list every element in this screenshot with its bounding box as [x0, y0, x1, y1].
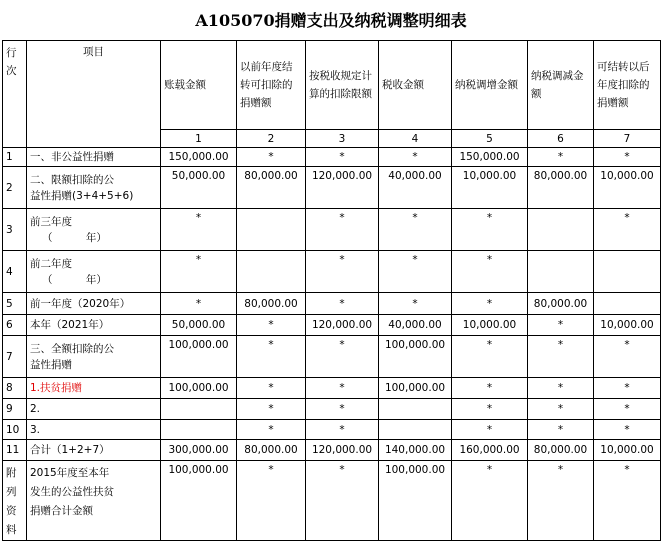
row-number: 7 — [3, 336, 27, 378]
row-item-label — [27, 209, 161, 251]
value-cell-col1 — [161, 399, 237, 420]
value-cell-col3: * — [306, 209, 379, 251]
table-row — [3, 209, 661, 251]
value-cell-col1 — [161, 420, 237, 440]
value-cell-col5: * — [452, 420, 528, 440]
value-cell-col2 — [237, 251, 306, 293]
page-title: A105070捐赠支出及纳税调整明细表 — [195, 11, 467, 30]
header-col3: 按税收规定计算的扣除限额 — [306, 41, 379, 130]
table-row — [3, 315, 661, 336]
value-cell-col7: * — [594, 209, 661, 251]
value-cell-col2: * — [237, 336, 306, 378]
value-cell-col2: * — [237, 461, 306, 541]
value-cell-col2: * — [237, 315, 306, 336]
header-item: 项目 — [27, 41, 161, 148]
value-cell-col5: 150,000.00 — [452, 148, 528, 167]
value-cell-col4: 100,000.00 — [379, 461, 452, 541]
row-item-line: 合计（1+2+7） — [30, 444, 110, 456]
value-cell-col1: 150,000.00 — [161, 148, 237, 167]
value-cell-col7: 10,000.00 — [594, 315, 661, 336]
table-row — [3, 148, 661, 167]
value-cell-col6: * — [528, 336, 594, 378]
value-cell-col4: 40,000.00 — [379, 167, 452, 209]
value-cell-col1: 50,000.00 — [161, 315, 237, 336]
col-number: 5 — [452, 130, 528, 148]
value-cell-col6: * — [528, 148, 594, 167]
value-cell-col3: 120,000.00 — [306, 167, 379, 209]
row-item-line: 3. — [30, 423, 41, 436]
value-cell-col1: * — [161, 293, 237, 315]
header-row-no: 行次 — [3, 41, 27, 148]
row-number: 10 — [3, 420, 27, 440]
value-cell-col3: 120,000.00 — [306, 440, 379, 461]
row-item-label — [27, 167, 161, 209]
value-cell-col2: * — [237, 420, 306, 440]
row-number: 1 — [3, 148, 27, 167]
row-item-line: 前二年度 — [30, 257, 72, 270]
value-cell-col5: * — [452, 251, 528, 293]
value-cell-col1: 100,000.00 — [161, 336, 237, 378]
table-row — [3, 461, 661, 541]
row-number: 3 — [3, 209, 27, 251]
table-row — [3, 251, 661, 293]
value-cell-col4: * — [379, 251, 452, 293]
value-cell-col2: * — [237, 148, 306, 167]
value-cell-col4: * — [379, 148, 452, 167]
value-cell-col2: 80,000.00 — [237, 293, 306, 315]
header-col7: 可结转以后年度扣除的捐赠额 — [594, 41, 661, 130]
value-cell-col6: * — [528, 420, 594, 440]
header-col5: 纳税调增金额 — [452, 41, 528, 130]
value-cell-col3: * — [306, 420, 379, 440]
row-item-line: 二、限额扣除的公 — [30, 173, 114, 186]
value-cell-col7: * — [594, 420, 661, 440]
value-cell-col7: * — [594, 399, 661, 420]
row-number: 附列资料 — [3, 461, 27, 541]
row-item-line: 发生的公益性扶贫 — [30, 486, 114, 498]
value-cell-col5: * — [452, 399, 528, 420]
row-item-line: 2. — [30, 403, 41, 415]
row-item-label — [27, 148, 161, 167]
value-cell-col3: * — [306, 148, 379, 167]
value-cell-col7: * — [594, 336, 661, 378]
row-item-line: （ 年） — [42, 273, 107, 286]
value-cell-col6: * — [528, 399, 594, 420]
row-item-label — [27, 420, 161, 440]
row-number: 4 — [3, 251, 27, 293]
table-row — [3, 167, 661, 209]
row-item-line: 本年（2021年） — [30, 319, 110, 331]
row-item-label — [27, 251, 161, 293]
header-row — [3, 41, 661, 130]
value-cell-col4: * — [379, 293, 452, 315]
value-cell-col2: * — [237, 399, 306, 420]
row-item-line: 益性捐赠 — [30, 358, 72, 371]
value-cell-col7 — [594, 293, 661, 315]
value-cell-col3: * — [306, 251, 379, 293]
value-cell-col7 — [594, 251, 661, 293]
table-row — [3, 399, 661, 420]
value-cell-col4 — [379, 420, 452, 440]
value-cell-col2: * — [237, 378, 306, 399]
table-row — [3, 293, 661, 315]
row-item-line: 一、非公益性捐赠 — [30, 151, 114, 163]
value-cell-col2: 80,000.00 — [237, 440, 306, 461]
value-cell-col6: 80,000.00 — [528, 167, 594, 209]
row-item-label — [27, 461, 161, 541]
value-cell-col3: * — [306, 293, 379, 315]
value-cell-col4: 100,000.00 — [379, 378, 452, 399]
row-item-line: 捐赠合计金额 — [30, 505, 93, 517]
row-number: 9 — [3, 399, 27, 420]
table-row — [3, 440, 661, 461]
value-cell-col6 — [528, 209, 594, 251]
row-item-label — [27, 399, 161, 420]
value-cell-col7: 10,000.00 — [594, 167, 661, 209]
value-cell-col1: 300,000.00 — [161, 440, 237, 461]
header-col4: 税收金额 — [379, 41, 452, 130]
value-cell-col6: * — [528, 378, 594, 399]
value-cell-col1: 100,000.00 — [161, 378, 237, 399]
table-row — [3, 378, 661, 399]
row-number: 2 — [3, 167, 27, 209]
value-cell-col2: 80,000.00 — [237, 167, 306, 209]
value-cell-col3: 120,000.00 — [306, 315, 379, 336]
row-item-line: 三、全额扣除的公 — [30, 342, 114, 355]
row-number: 6 — [3, 315, 27, 336]
value-cell-col5: 10,000.00 — [452, 315, 528, 336]
value-cell-col3: * — [306, 399, 379, 420]
value-cell-col4: 100,000.00 — [379, 336, 452, 378]
value-cell-col3: * — [306, 378, 379, 399]
row-item-label — [27, 315, 161, 336]
value-cell-col7: * — [594, 378, 661, 399]
value-cell-col6: 80,000.00 — [528, 293, 594, 315]
header-col1: 账载金额 — [161, 41, 237, 130]
value-cell-col1: 50,000.00 — [161, 167, 237, 209]
row-item-label — [27, 293, 161, 315]
row-item-line: 前三年度 — [30, 215, 72, 228]
value-cell-col4 — [379, 399, 452, 420]
value-cell-col2 — [237, 209, 306, 251]
value-cell-col6: * — [528, 315, 594, 336]
row-item-label — [27, 378, 161, 399]
row-item-label — [27, 440, 161, 461]
row-item-line: 2015年度至本年 — [30, 467, 110, 479]
value-cell-col4: 140,000.00 — [379, 440, 452, 461]
value-cell-col1: 100,000.00 — [161, 461, 237, 541]
col-number: 7 — [594, 130, 661, 148]
value-cell-col5: * — [452, 378, 528, 399]
value-cell-col7: * — [594, 148, 661, 167]
value-cell-col5: * — [452, 336, 528, 378]
value-cell-col5: 160,000.00 — [452, 440, 528, 461]
col-number: 3 — [306, 130, 379, 148]
row-item-line: 前一年度（2020年） — [30, 297, 131, 310]
table-row — [3, 420, 661, 440]
value-cell-col6 — [528, 251, 594, 293]
value-cell-col1: * — [161, 251, 237, 293]
value-cell-col7: * — [594, 461, 661, 541]
value-cell-col5: * — [452, 461, 528, 541]
value-cell-col4: 40,000.00 — [379, 315, 452, 336]
value-cell-col7: 10,000.00 — [594, 440, 661, 461]
col-number: 1 — [161, 130, 237, 148]
value-cell-col3: * — [306, 336, 379, 378]
row-item-line: （ 年） — [42, 231, 107, 244]
value-cell-col1: * — [161, 209, 237, 251]
value-cell-col3: * — [306, 461, 379, 541]
table-row — [3, 336, 661, 378]
row-item-label — [27, 336, 161, 378]
value-cell-col5: * — [452, 209, 528, 251]
col-number: 2 — [237, 130, 306, 148]
row-number: 11 — [3, 440, 27, 461]
value-cell-col6: * — [528, 461, 594, 541]
row-number: 5 — [3, 293, 27, 315]
row-number: 8 — [3, 378, 27, 399]
col-number: 4 — [379, 130, 452, 148]
col-number: 6 — [528, 130, 594, 148]
row-item-line: 1.扶贫捐赠 — [30, 382, 83, 394]
donation-table — [2, 40, 661, 541]
header-col6: 纳税调减金额 — [528, 41, 594, 130]
row-item-line: 益性捐赠(3+4+5+6) — [30, 189, 134, 202]
value-cell-col4: * — [379, 209, 452, 251]
header-col2: 以前年度结转可扣除的捐赠额 — [237, 41, 306, 130]
value-cell-col5: 10,000.00 — [452, 167, 528, 209]
value-cell-col5: * — [452, 293, 528, 315]
value-cell-col6: 80,000.00 — [528, 440, 594, 461]
